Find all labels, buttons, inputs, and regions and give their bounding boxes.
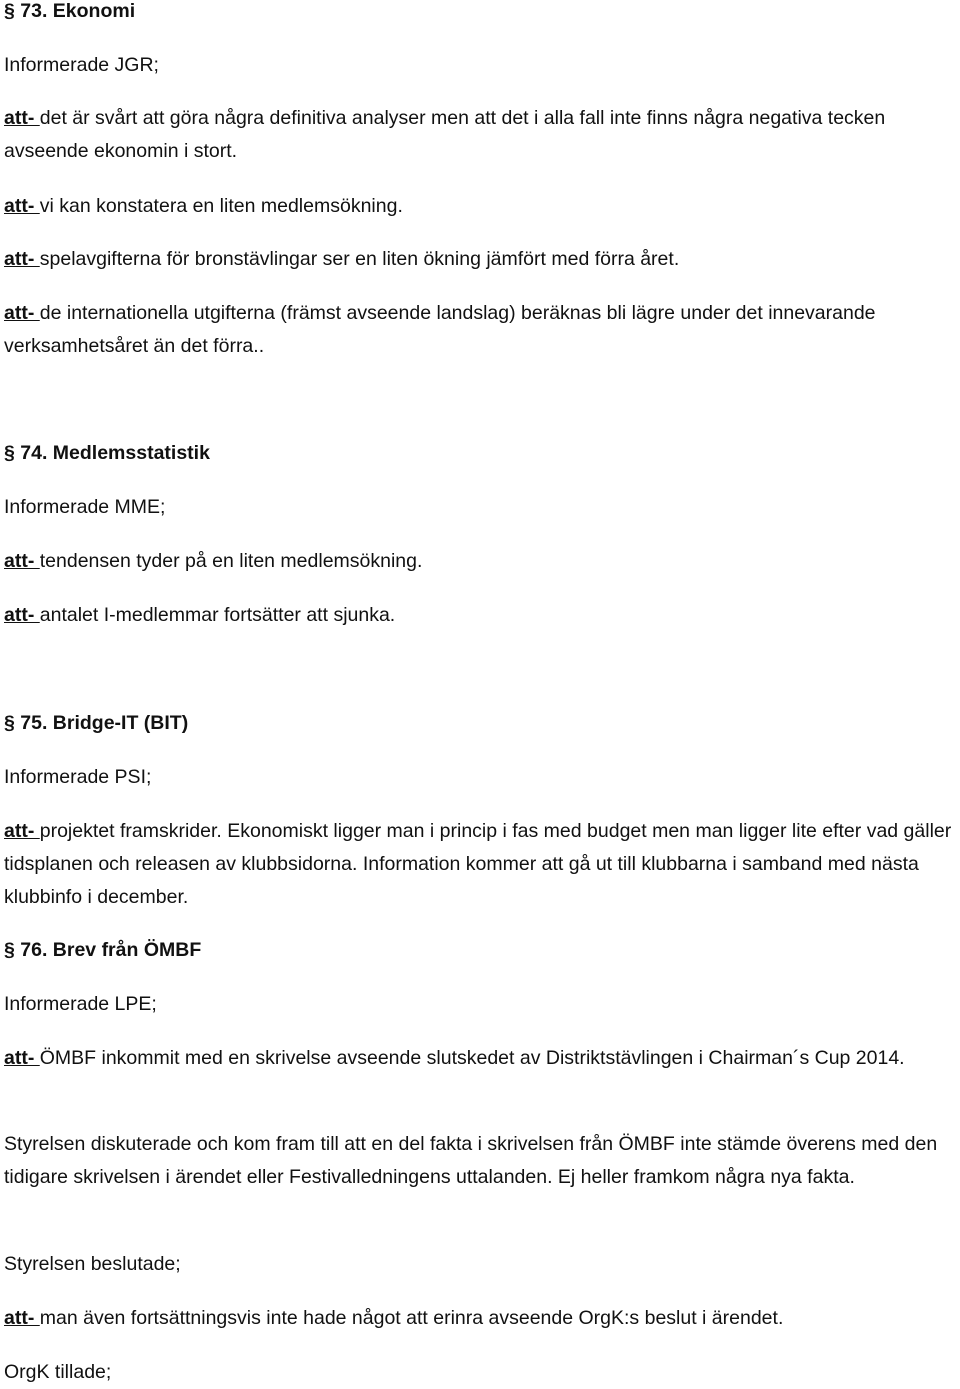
informant-76: Informerade LPE; xyxy=(4,993,157,1015)
list-item xyxy=(4,190,958,223)
item-text: man även fortsättningsvis inte hade något att erinra avseende OrgK:s beslut i ärendet. xyxy=(39,1307,784,1329)
att-prefix: att- xyxy=(4,107,40,129)
list-item xyxy=(4,297,958,363)
section-heading-73: § 73. Ekonomi xyxy=(4,0,136,22)
att-prefix: att- xyxy=(4,302,40,324)
item-text: de internationella utgifterna (främst avseende landslag) beräknas bli lägre under det innevarande verksamhetsåret än det förra.. xyxy=(4,302,876,357)
att-prefix: att- xyxy=(4,550,40,572)
decision-label: Styrelsen beslutade; xyxy=(4,1253,181,1275)
item-text: vi kan konstatera en liten medlemsökning. xyxy=(39,195,403,217)
item-text: spelavgifterna för bronstävlingar ser en liten ökning jämfört med förra året. xyxy=(39,248,680,270)
informant-74: Informerade MME; xyxy=(4,496,166,518)
section-heading-74: § 74. Medlemsstatistik xyxy=(4,442,210,464)
list-item xyxy=(4,102,958,168)
att-prefix: att- xyxy=(4,1047,40,1069)
att-prefix: att- xyxy=(4,195,40,217)
att-prefix: att- xyxy=(4,604,40,626)
item-text: det är svårt att göra några definitiva analyser men att det i alla fall inte finns några negativa tecken avseende ekonomin i stort. xyxy=(4,107,886,162)
informant-73: Informerade JGR; xyxy=(4,54,159,76)
list-item xyxy=(4,815,958,914)
att-prefix: att- xyxy=(4,248,40,270)
list-item xyxy=(4,243,958,276)
att-prefix: att- xyxy=(4,1307,40,1329)
list-item xyxy=(4,1042,958,1075)
item-text: antalet I-medlemmar fortsätter att sjunka. xyxy=(39,604,396,626)
item-text: ÖMBF inkommit med en skrivelse avseende slutskedet av Distriktstävlingen i Chairman´s Cup 2014. xyxy=(39,1047,905,1069)
att-prefix: att- xyxy=(4,820,40,842)
list-item xyxy=(4,1302,958,1335)
discussion-paragraph: Styrelsen diskuterade och kom fram till att en del fakta i skrivelsen från ÖMBF inte stämde överens med den tidigare skrivelsen i ärendet eller Festivalledningens uttalanden. Ej heller framkom några nya fakta. xyxy=(4,1133,938,1188)
list-item xyxy=(4,545,958,578)
list-item xyxy=(4,599,958,632)
item-text: tendensen tyder på en liten medlemsökning. xyxy=(39,550,423,572)
footer-note: OrgK tillade; xyxy=(4,1361,112,1383)
informant-75: Informerade PSI; xyxy=(4,766,152,788)
item-text: projektet framskrider. Ekonomiskt ligger man i princip i fas med budget men man ligger lite efter vad gäller tidsplanen och releasen av klubbsidorna. Information kommer att gå ut till klubbarna i samband med nästa klubbinfo i december. xyxy=(4,820,952,908)
section-heading-75: § 75. Bridge-IT (BIT) xyxy=(4,712,189,734)
section-heading-76: § 76. Brev från ÖMBF xyxy=(4,939,202,961)
